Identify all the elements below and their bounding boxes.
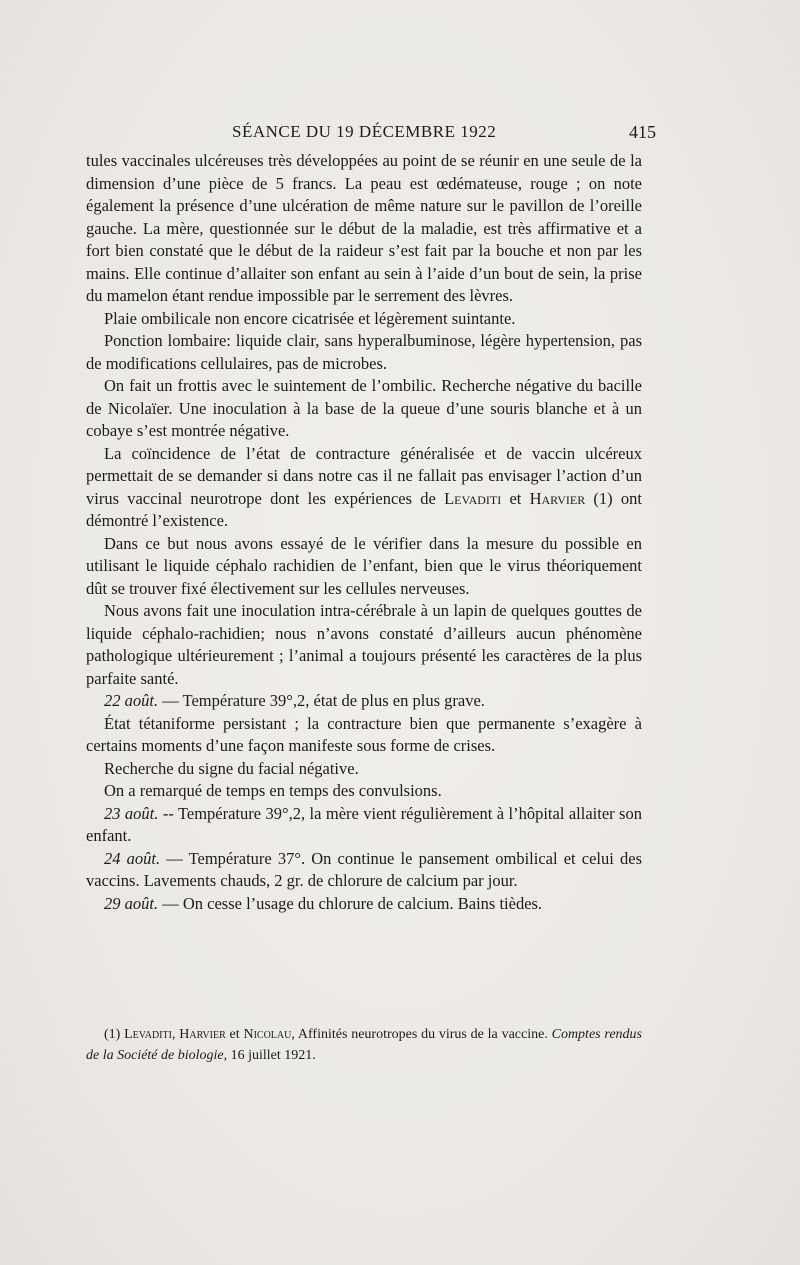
paragraph: On fait un frottis avec le suintement de l’ombilic. Recherche négative du bacille de Nicolaïer. Une inoculation à la base de la queue d’une souris blanche et à un cobaye s’est montrée négative.: [86, 376, 642, 440]
paragraph: État tétaniforme persistant ; la contracture bien que permanente s’exagère à certains moments d’une façon manifeste sous forme de crises.: [86, 713, 642, 755]
dated-entry: [86, 803, 642, 848]
entry-text: — Température 37°. On continue le pansement ombilical et celui des vaccins. Lavements chauds, 2 gr. de chlorure de calcium par jour.: [86, 848, 642, 890]
author-name: Levaditi: [444, 488, 502, 508]
author-name: Levaditi: [124, 1027, 172, 1042]
text-segment: et: [225, 1027, 244, 1042]
entry-text: -- Température 39°,2, la mère vient régulièrement à l’hôpital allaiter son enfant.: [86, 803, 642, 845]
footnote-text: [86, 1024, 642, 1066]
entry-date: 22 août.: [104, 691, 159, 710]
page-number: 415: [629, 122, 656, 142]
paragraph: Plaie ombilicale non encore cicatrisée et légèrement suintante.: [104, 308, 516, 328]
entry-text: — Température 39°,2, état de plus en plus grave.: [158, 691, 485, 710]
paragraph: Ponction lombaire: liquide clair, sans hyperalbuminose, légère hypertension, pas de modifications cellulaires, pas de microbes.: [86, 331, 642, 373]
text-segment: (1) ont démontré l’existence.: [86, 488, 642, 530]
entry-date: 29 août.: [104, 893, 159, 913]
text-segment: ,: [171, 1027, 180, 1042]
paragraph: [86, 443, 642, 533]
footnote: [86, 1024, 642, 1066]
running-head: SÉANCE DU 19 DÉCEMBRE 1922: [232, 122, 497, 141]
author-name: Nicolau: [243, 1027, 292, 1042]
dated-entry: [86, 893, 642, 916]
paragraph: Dans ce but nous avons essayé de le vérifier dans la mesure du possible en utilisant le liquide céphalo rachidien de l’enfant, bien que le virus théoriquement dût se trouver fixé électivement sur les cellules nerveuses.: [86, 533, 642, 598]
paragraph: Nous avons fait une inoculation intra-cérébrale à un lapin de quelques gouttes de liquide céphalo-rachidien; nous n’avons constaté d’ailleurs aucun phénomène pathologique ultérieurement ; l’animal a toujours présenté les caractères de la plus parfaite santé.: [86, 601, 642, 688]
paragraph: On a remarqué de temps en temps des convulsions.: [104, 781, 442, 800]
page-header: [86, 118, 656, 148]
text-segment: et: [501, 488, 530, 508]
journal-title: Comptes rendus de la Société de biologie,: [86, 1027, 642, 1063]
entry-date: 24 août.: [104, 848, 161, 868]
text-segment: , Affinités neurotropes du virus de la vaccine.: [291, 1027, 552, 1042]
dated-entry: [86, 690, 642, 713]
paragraph: tules vaccinales ulcéreuses très développées au point de se réunir en une seule de la dimension d’une pièce de 5 francs. La peau est œdémateuse, rouge ; on note également la présence d’une ulcération de même nature sur le pavillon de l’oreille gauche. La mère, questionnée sur le début de la maladie, est très affirmative et a fort bien constaté que le début de la raideur s’est fait par la bouche et non par les mains. Elle continue d’allaiter son enfant au sein à l’aide d’un bout de sein, la prise du mamelon étant rendue impossible par le serrement des lèvres.: [86, 151, 642, 305]
dated-entry: [86, 848, 642, 893]
paragraph: Recherche du signe du facial négative.: [104, 758, 359, 778]
text-segment: 16 juillet 1921.: [227, 1048, 316, 1063]
footnote-marker: (1): [104, 1027, 125, 1042]
text-segment: La coïncidence de l’état de contracture généralisée et de vaccin ulcéreux permettait de se demander si dans notre cas il ne fallait pas envisager l’action d’un virus vaccinal neurotrope dont les expériences de: [86, 443, 642, 508]
author-name: Harvier: [529, 488, 586, 508]
body-text: [86, 150, 642, 915]
entry-date: 23 août.: [104, 803, 159, 823]
author-name: Harvier: [179, 1027, 226, 1042]
entry-text: — On cesse l’usage du chlorure de calcium. Bains tièdes.: [158, 893, 543, 913]
